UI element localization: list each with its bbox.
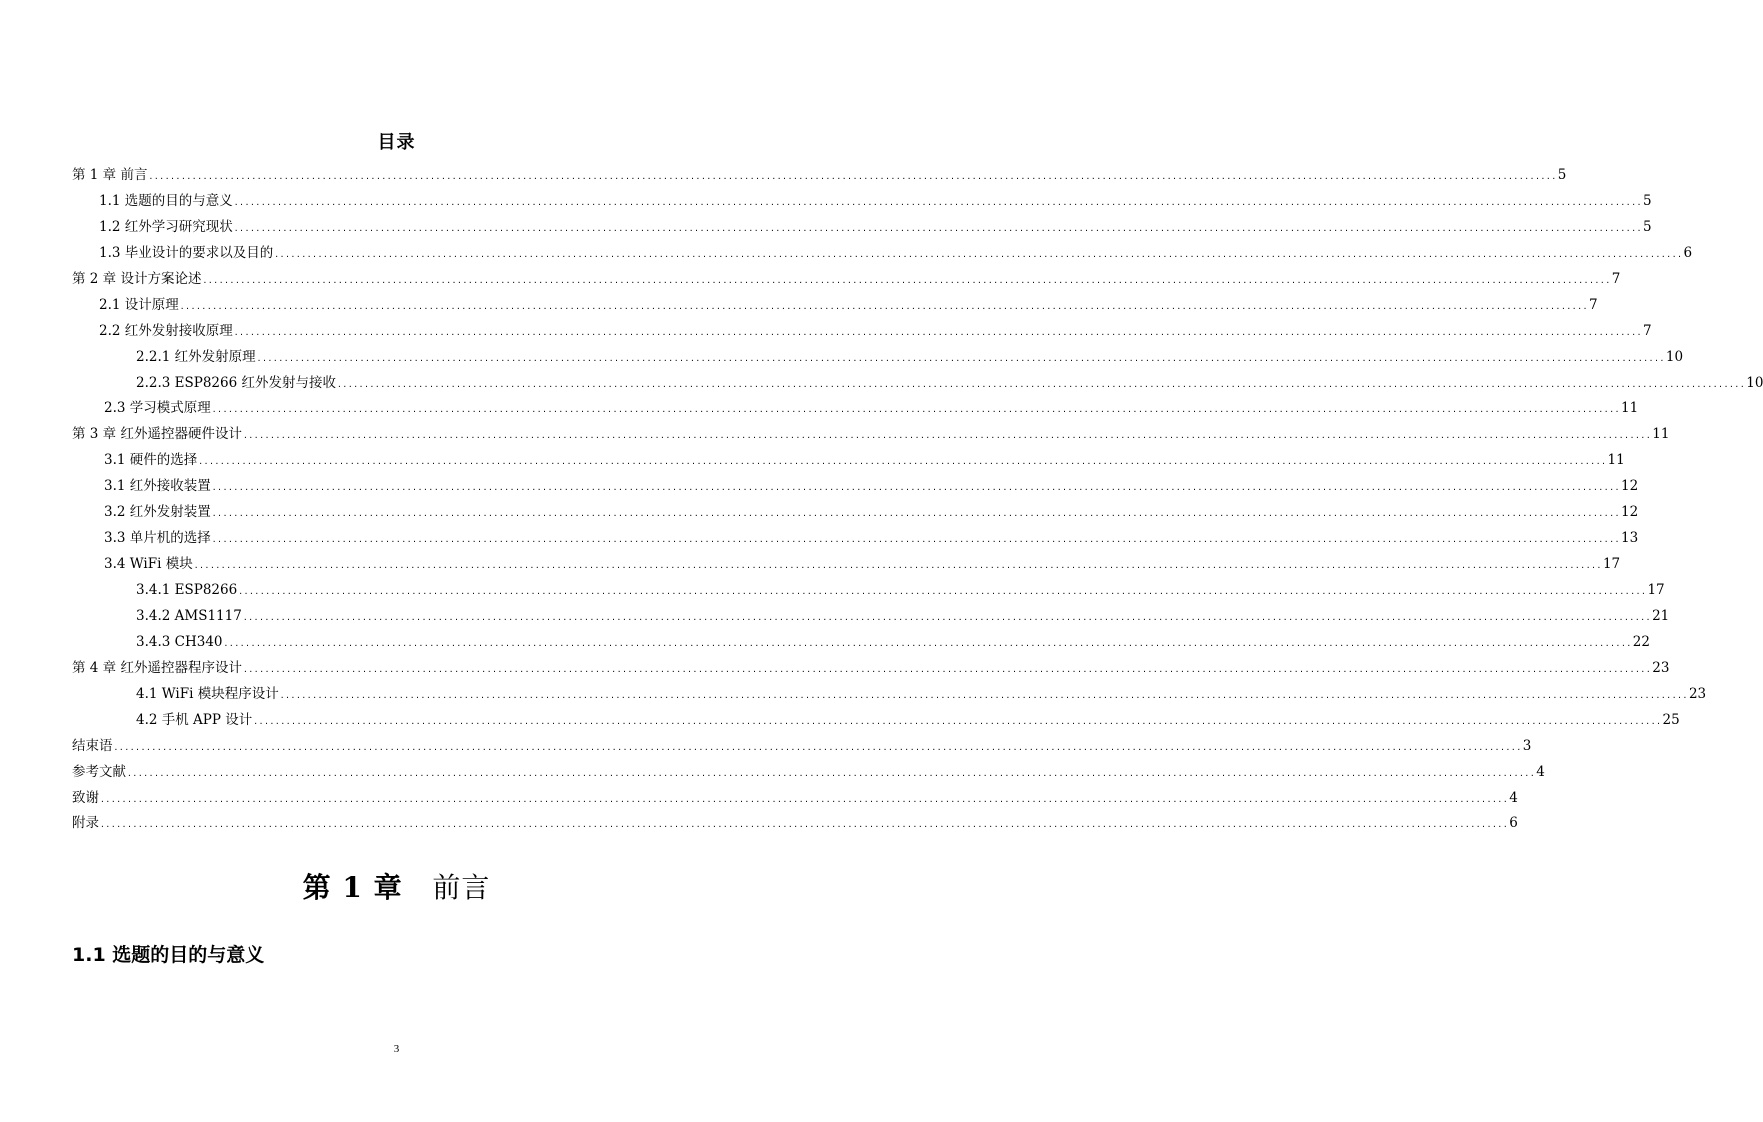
toc-entry-page: 21 [1652,607,1670,624]
toc-entry-label: 4.2 手机 APP 设计 [136,711,253,728]
toc-entry-page: 11 [1607,452,1625,469]
toc-title: 目录 [377,132,416,153]
toc-entry[interactable] [72,448,1625,474]
toc-dot-leader: .................................................................................................................................................................................................................................................................... [198,457,1607,467]
toc-entry-page: 3 [1522,737,1532,754]
toc-dot-leader: .................................................................................................................................................................................................................................................................... [242,612,1652,622]
toc-entry-label: 第 1 章 前言 [72,167,148,183]
toc-entry[interactable] [72,319,1652,345]
toc-entry-label: 3.4.2 AMS1117 [136,607,242,624]
toc-dot-leader: .................................................................................................................................................................................................................................................................... [336,379,1746,389]
toc-entry-page: 10 [1665,348,1684,365]
toc-entry[interactable] [72,396,1639,422]
toc-dot-leader: .................................................................................................................................................................................................................................................................... [256,353,1665,363]
toc-entry-label: 3.1 硬件的选择 [104,452,198,469]
toc-dot-leader: .................................................................................................................................................................................................................................................................... [193,561,1602,571]
toc-entry[interactable] [72,241,1693,267]
toc-dot-leader: .................................................................................................................................................................................................................................................................... [233,327,1643,337]
chapter-title: 前言 [432,871,491,904]
toc-entry-label: 4.1 WiFi 模块程序设计 [136,685,279,702]
toc-entry[interactable] [72,552,1621,578]
toc-entry-label: 1.3 毕业设计的要求以及目的 [99,244,274,261]
toc-entry-label: 结束语 [72,737,113,754]
toc-dot-leader: .................................................................................................................................................................................................................................................................... [223,638,1632,648]
toc-dot-leader: .................................................................................................................................................................................................................................................................... [179,301,1589,311]
toc-entry-page: 13 [1621,530,1639,547]
toc-entry[interactable] [72,371,1763,397]
toc-entry-label: 第 4 章 红外遥控器程序设计 [72,659,242,676]
chapter-number: 第 1 章 [302,871,403,904]
toc-entry[interactable] [72,760,1545,786]
toc-entry-page: 12 [1621,504,1639,521]
toc-dot-leader: .................................................................................................................................................................................................................................................................... [211,405,1621,415]
toc-entry-label: 致谢 [72,789,99,806]
toc-entry-page: 5 [1643,192,1652,209]
toc-dot-leader: .................................................................................................................................................................................................................................................................... [211,509,1621,519]
toc-entry[interactable] [72,267,1621,293]
toc-entry-page: 22 [1632,633,1650,650]
toc-entry-label: 2.2 红外发射接收原理 [99,322,233,339]
toc-entry[interactable] [72,578,1665,604]
toc-dot-leader: .................................................................................................................................................................................................................................................................... [211,483,1621,493]
toc-entry-page: 17 [1647,582,1665,598]
section-heading: 1.1 选题的目的与意义 [72,944,265,966]
toc-dot-leader: .................................................................................................................................................................................................................................................................... [253,716,1662,726]
toc-entry-label: 3.4.1 ESP8266 [136,582,238,598]
toc-entry[interactable] [72,526,1639,552]
toc-entry[interactable] [72,500,1639,526]
toc-entry-label: 3.1 红外接收装置 [104,478,211,495]
toc-entry-page: 11 [1652,426,1670,443]
toc-entry[interactable] [72,786,1518,812]
page-number: 3 [393,1043,400,1055]
toc-entry[interactable] [72,734,1532,760]
toc-dot-leader: .................................................................................................................................................................................................................................................................... [233,197,1643,207]
toc-entry-label: 参考文献 [72,763,126,780]
toc-dot-leader: .................................................................................................................................................................................................................................................................... [202,275,1611,285]
toc-entry-label: 2.2.1 红外发射原理 [136,348,256,365]
toc-dot-leader: .................................................................................................................................................................................................................................................................... [211,535,1621,545]
toc-dot-leader: .................................................................................................................................................................................................................................................................... [100,794,1509,804]
toc-entry-page: 5 [1643,218,1652,235]
toc-dot-leader: .................................................................................................................................................................................................................................................................... [242,664,1652,674]
table-of-contents [72,163,1763,837]
toc-entry-label: 2.3 学习模式原理 [104,400,211,417]
toc-entry-page: 6 [1683,244,1693,261]
toc-entry[interactable] [72,656,1670,682]
toc-entry-page: 7 [1643,322,1652,339]
toc-entry-label: 3.4 WiFi 模块 [104,556,193,573]
toc-entry-page: 23 [1688,685,1707,702]
toc-entry[interactable] [72,474,1639,500]
toc-entry-page: 17 [1602,556,1621,573]
toc-dot-leader: .................................................................................................................................................................................................................................................................... [238,587,1647,596]
toc-dot-leader: .................................................................................................................................................................................................................................................................... [279,690,1688,700]
toc-entry-label: 2.2.3 ESP8266 红外发射与接收 [136,374,336,391]
toc-entry[interactable] [72,682,1707,708]
toc-entry[interactable] [72,604,1670,630]
toc-entry[interactable] [72,422,1670,448]
toc-entry[interactable] [72,189,1652,215]
toc-entry-label: 3.3 单片机的选择 [104,530,211,547]
toc-entry[interactable] [72,708,1680,734]
toc-entry-label: 2.1 设计原理 [99,296,179,313]
toc-dot-leader: .................................................................................................................................................................................................................................................................... [274,249,1683,259]
toc-entry-label: 3.4.3 CH340 [136,633,223,650]
toc-entry-page: 10 [1746,374,1763,391]
toc-entry[interactable] [72,163,1567,189]
toc-dot-leader: .................................................................................................................................................................................................................................................................... [242,431,1652,441]
toc-dot-leader: .................................................................................................................................................................................................................................................................... [113,742,1522,752]
chapter-heading [0,868,793,908]
toc-entry[interactable] [72,630,1650,656]
toc-entry[interactable] [72,215,1652,241]
toc-entry-label: 第 2 章 设计方案论述 [72,270,202,287]
toc-entry-page: 6 [1509,815,1518,832]
toc-entry-label: 附录 [72,815,99,832]
toc-entry-label: 1.1 选题的目的与意义 [99,192,233,209]
toc-entry-page: 7 [1589,296,1598,313]
toc-entry-page: 23 [1652,659,1670,676]
toc-entry-page: 5 [1557,167,1567,183]
toc-entry-page: 7 [1611,270,1621,287]
toc-entry-label: 第 3 章 红外遥控器硬件设计 [72,426,242,443]
toc-entry-page: 25 [1662,711,1680,728]
toc-entry[interactable] [72,345,1684,371]
toc-entry[interactable] [72,293,1598,319]
toc-entry-label: 1.2 红外学习研究现状 [99,218,233,235]
toc-entry-page: 4 [1509,789,1518,806]
toc-entry-page: 12 [1621,478,1639,495]
toc-dot-leader: .................................................................................................................................................................................................................................................................... [127,768,1536,778]
toc-dot-leader: .................................................................................................................................................................................................................................................................... [148,172,1557,181]
toc-entry-page: 4 [1536,763,1545,780]
toc-entry-label: 3.2 红外发射装置 [104,504,211,521]
toc-dot-leader: .................................................................................................................................................................................................................................................................... [233,223,1643,233]
toc-dot-leader: .................................................................................................................................................................................................................................................................... [100,820,1509,830]
toc-entry-page: 11 [1621,400,1639,417]
toc-entry[interactable] [72,811,1518,837]
